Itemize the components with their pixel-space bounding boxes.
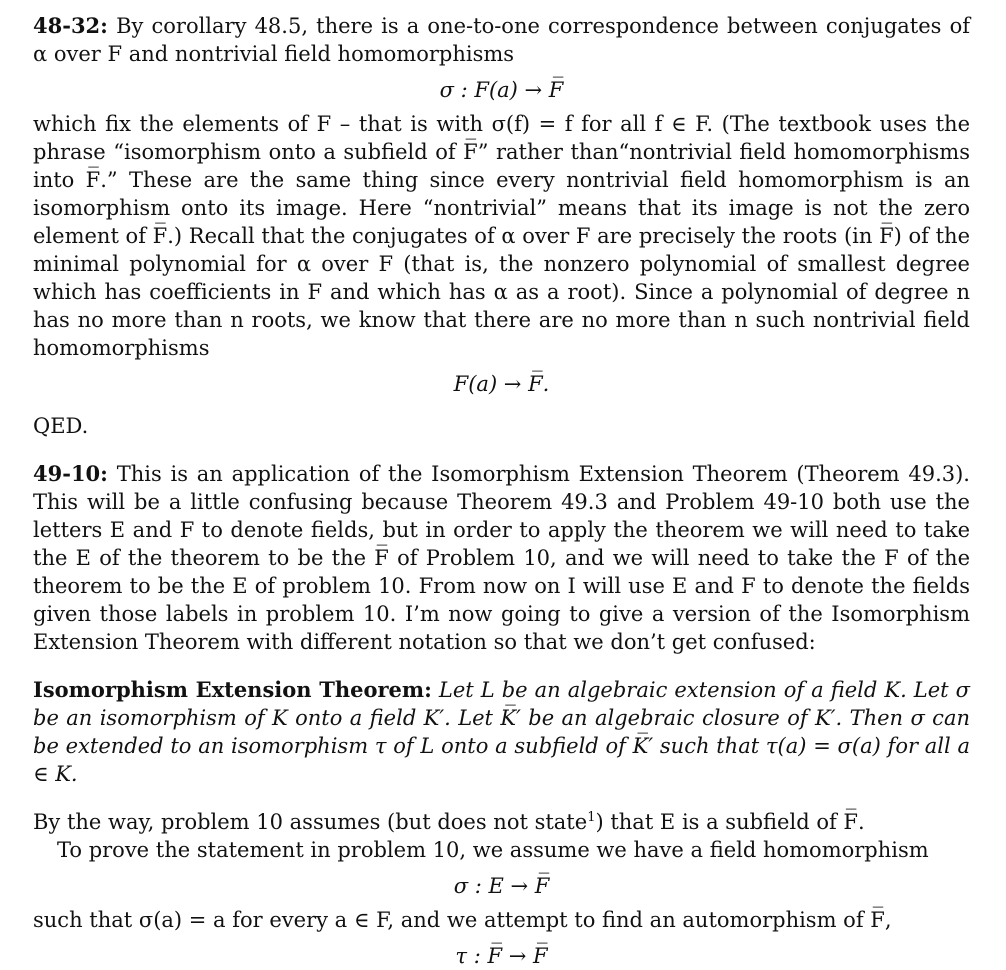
- remark-text-end: ) that E is a subfield of F̅.: [595, 810, 865, 834]
- problem-label: 49-10:: [33, 461, 108, 486]
- remark-line: [33, 808, 970, 836]
- display-equation: F(a) → F̅.: [453, 372, 550, 396]
- theorem-statement: [33, 676, 970, 788]
- proof-condition: such that σ(a) = a for every a ∈ F, and we attempt to find an automorphism of F̅,: [33, 908, 892, 932]
- remark-text: By the way, problem 10 assumes (but does not state: [33, 810, 588, 834]
- problem-48-32: [33, 12, 970, 68]
- problem-body: which fix the elements of F – that is with σ(f) = f for all f ∈ F. (The textbook uses the phrase “isomorphism onto a subfield of F̅” rather than“nontrivial field homomorphisms into F̅.” These are the same thing since every nontrivial field homomorphism is an isomorphism onto its image. Here “nontrivial” means that its image is not the zero element of F̅.) Recall that the conjugates of α over F are precisely the roots (in F̅) of the minimal polynomial for α over F (that is, the nonzero polynomial of smallest degree which has coefficients in F and which has α as a root). Since a polynomial of degree n has no more than n roots, we know that there are no more than n such nontrivial field homomorphisms: [33, 112, 970, 360]
- display-equation: τ : F̅ → F̅: [455, 944, 548, 968]
- theorem-body: Let L be an algebraic extension of a field K. Let σ be an isomorphism of K onto a field K′. Let K̅′ be an algebraic closure of K′. Then σ can be extended to an isomorphism τ of L onto a subfield of K̅′ such that τ(a) = σ(a) for all a ∈ K.: [33, 678, 970, 786]
- qed-mark: QED.: [33, 414, 89, 438]
- display-equation: σ : E → F̅: [453, 874, 550, 898]
- problem-body: This is an application of the Isomorphism Extension Theorem (Theorem 49.3). This will be a little confusing because Theorem 49.3 and Problem 49-10 both use the letters E and F to denote fields, but in order to apply the theorem we will need to take the E of the theorem to be the F̅ of Problem 10, and we will need to take the F of the theorem to be the E of problem 10. From now on I will use E and F to denote the fields given those labels in problem 10. I’m now going to give a version of the Isomorphism Extension Theorem with different notation so that we don’t get confused:: [33, 462, 970, 654]
- display-equation: σ : F(a) → F̅: [439, 78, 564, 102]
- problem-label: 48-32:: [33, 13, 108, 38]
- problem-intro: By corollary 48.5, there is a one-to-one correspondence between conjugates of α over F and nontrivial field homomorphisms: [33, 14, 970, 66]
- footnote-mark[interactable]: 1: [587, 810, 596, 825]
- problem-49-10: [33, 460, 970, 656]
- proof-intro: To prove the statement in problem 10, we assume we have a field homomorphism: [57, 838, 929, 862]
- theorem-label: Isomorphism Extension Theorem:: [33, 677, 432, 702]
